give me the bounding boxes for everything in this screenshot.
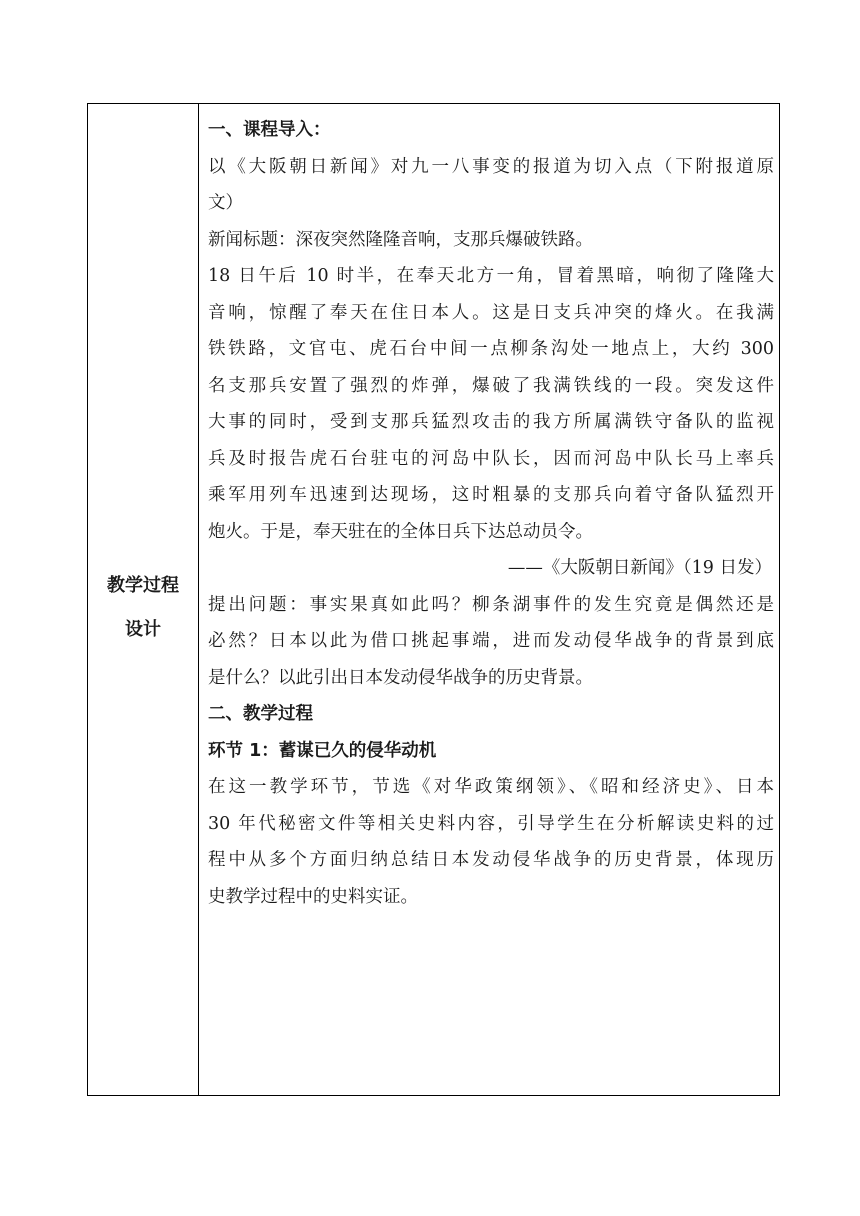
- news-title: 新闻标题：深夜突然隆隆音响，支那兵爆破铁路。: [208, 229, 593, 250]
- section2-heading: 二、教学过程: [208, 704, 313, 724]
- text-line: 30 年代秘密文件等相关史料内容，引导学生在分析解读史料的过: [208, 813, 774, 834]
- intro-paragraph: [208, 149, 774, 222]
- question-paragraph: [208, 587, 774, 697]
- section1-heading: 一、课程导入：: [208, 120, 331, 140]
- row-label: [88, 564, 198, 652]
- text-line: 文）: [208, 193, 243, 213]
- text-line: 18 日午后 10 时半，在奉天北方一角，冒着黑暗，响彻了隆隆大: [208, 266, 774, 286]
- text-line: 史教学过程中的史料实证。: [208, 886, 418, 907]
- step1-heading: 环节 1：蓄谋已久的侵华动机: [208, 740, 437, 761]
- text-line: 炮火。于是，奉天驻在的全体日兵下达总动员令。: [208, 521, 593, 542]
- row-label-cell: [88, 104, 199, 1095]
- news-body: [208, 258, 774, 550]
- row-label-line1: 教学过程: [107, 575, 179, 596]
- content-cell: [199, 104, 779, 1095]
- step1-paragraph: [208, 769, 774, 915]
- text-line: 音响，惊醒了奉天在住日本人。这是日支兵冲突的烽火。在我满: [208, 302, 774, 323]
- row-label-line2: 设计: [125, 619, 161, 640]
- text-line: 程中从多个方面归纳总结日本发动侵华战争的历史背景，体现历: [208, 850, 774, 870]
- text-line: 以《大阪朝日新闻》对九一八事变的报道为切入点（下附报道原: [208, 156, 774, 177]
- lesson-design-table: [87, 103, 780, 1096]
- text-line: 提出问题：事实果真如此吗？柳条湖事件的发生究竟是偶然还是: [208, 594, 774, 615]
- text-line: 在这一教学环节，节选《对华政策纲领》、《昭和经济史》、日本: [208, 777, 774, 797]
- text-line: 兵及时报告虎石台驻屯的河岛中队长，因而河岛中队长马上率兵: [208, 448, 774, 469]
- news-attribution: ——《大阪朝日新闻》（19 日发）: [507, 558, 772, 578]
- text-line: 必然？日本以此为借口挑起事端，进而发动侵华战争的背景到底: [208, 631, 774, 651]
- content-body: [208, 112, 774, 915]
- text-line: 乘军用列车迅速到达现场，这时粗暴的支那兵向着守备队猛烈开: [208, 485, 774, 505]
- text-line: 大事的同时，受到支那兵猛烈攻击的我方所属满铁守备队的监视: [208, 412, 774, 432]
- text-line: 名支那兵安置了强烈的炸弹，爆破了我满铁线的一段。突发这件: [208, 375, 774, 396]
- text-line: 是什么？以此引出日本发动侵华战争的历史背景。: [208, 667, 593, 688]
- text-line: 铁铁路，文官屯、虎石台中间一点柳条沟处一地点上，大约 300: [208, 339, 774, 359]
